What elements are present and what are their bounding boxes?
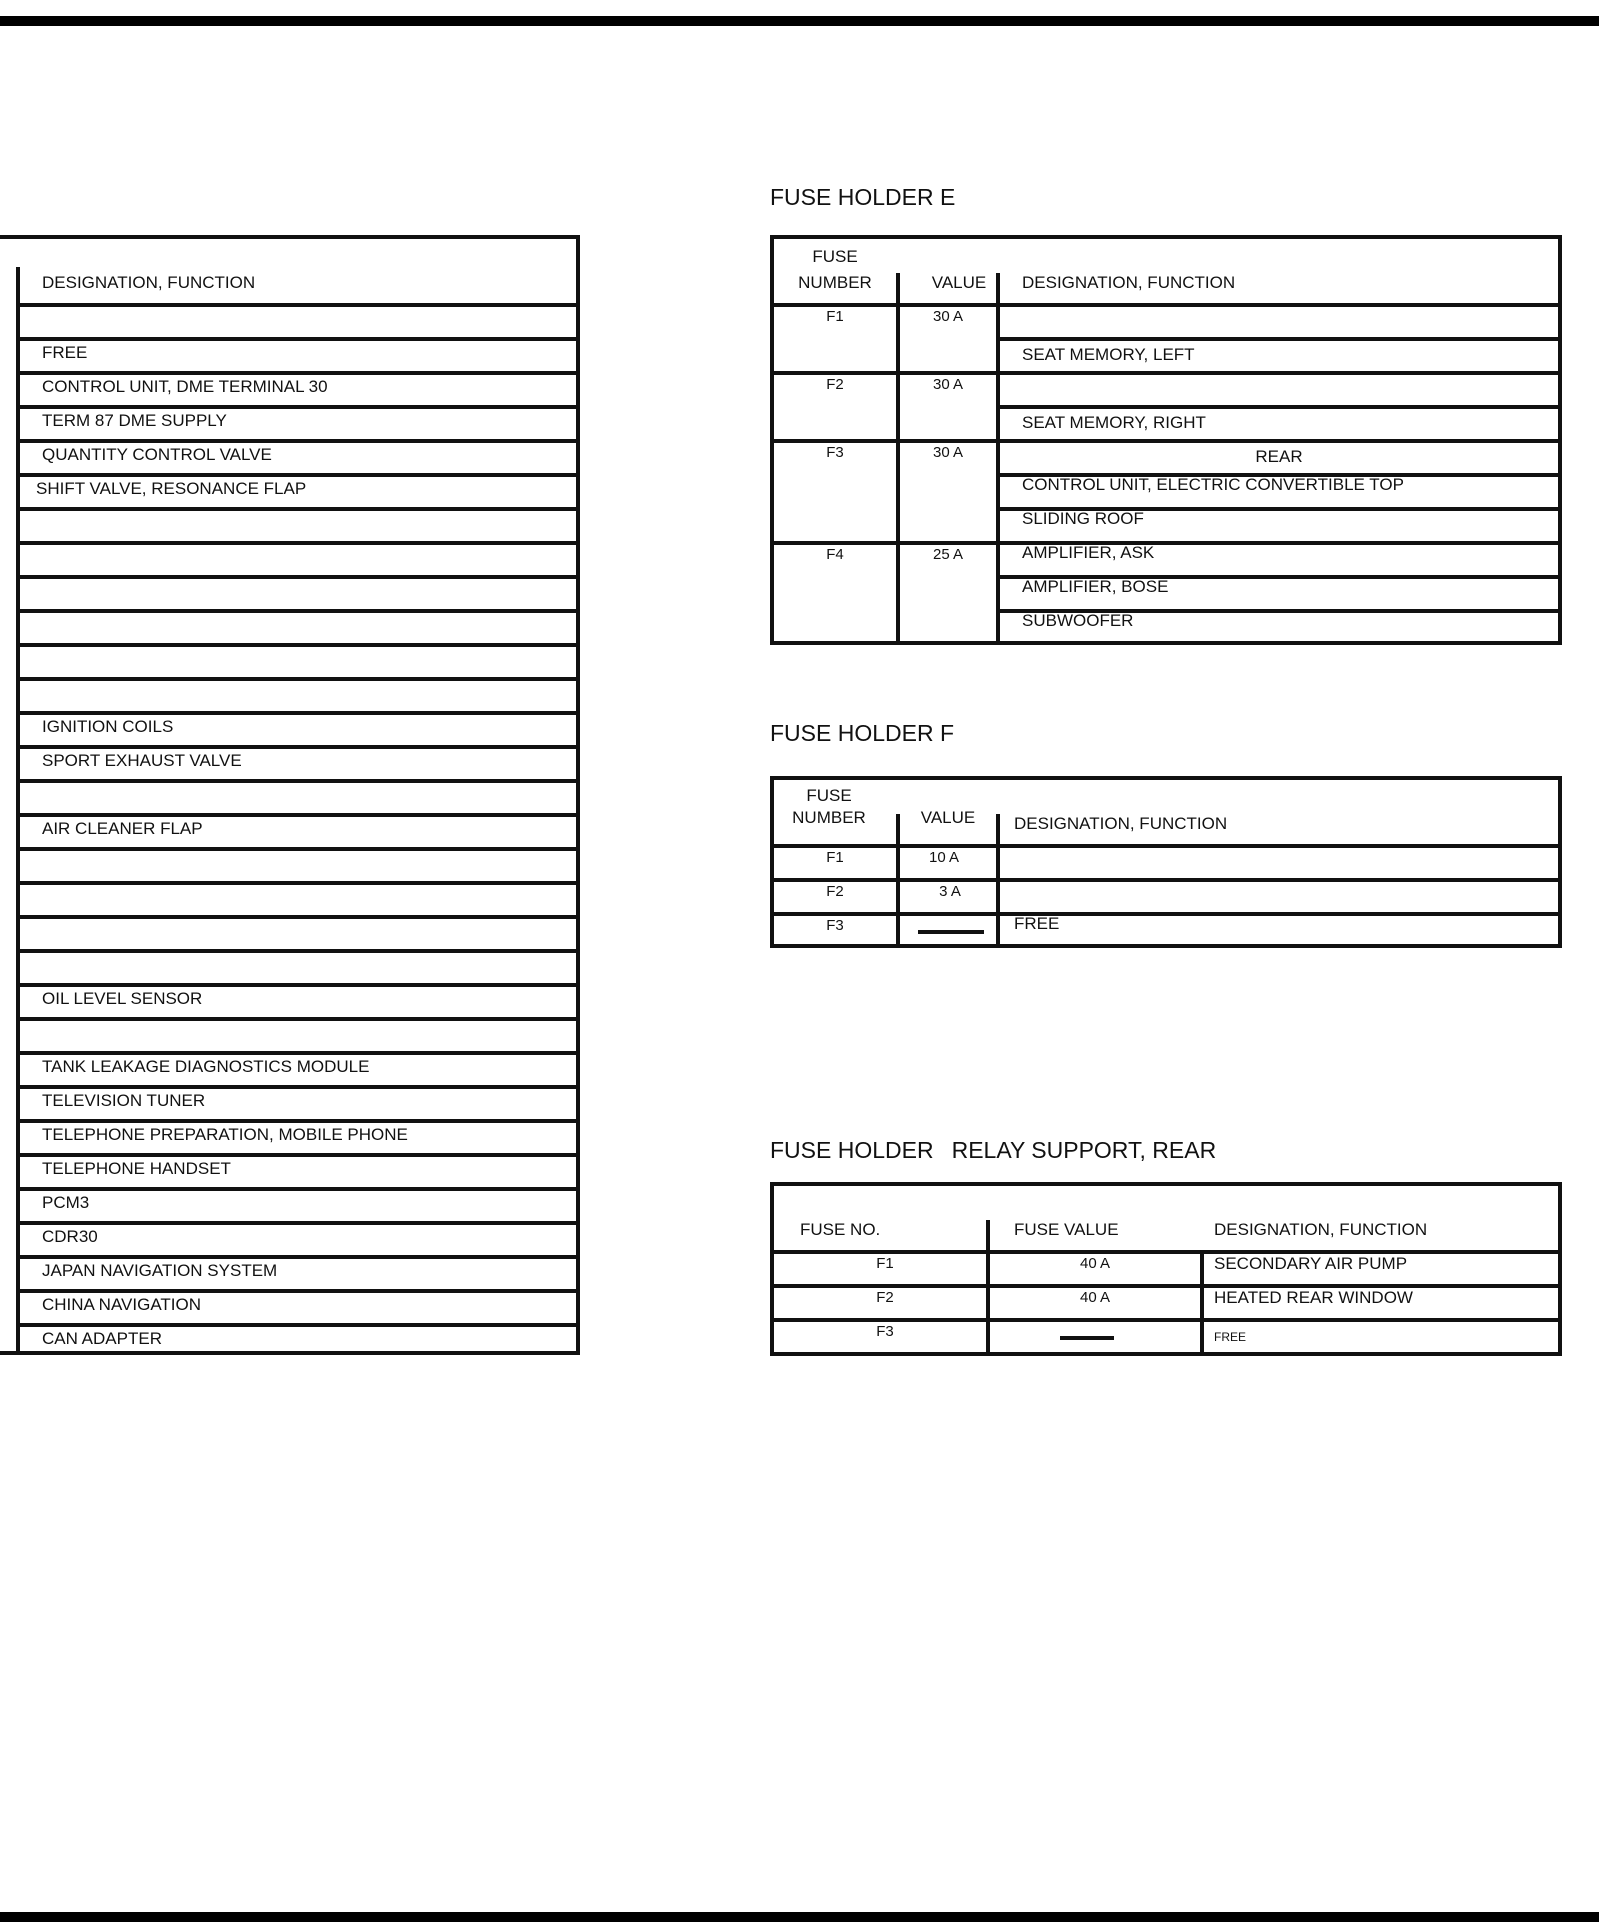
- f-f1-number: F1: [826, 849, 844, 866]
- relay-f3-number: F3: [876, 1323, 894, 1340]
- left-table-row-rule: [16, 779, 576, 783]
- f-f3-function: FREE: [1014, 914, 1060, 933]
- left-table-row-label: TELEPHONE HANDSET: [42, 1159, 231, 1178]
- relay-header-designation: DESIGNATION, FUNCTION: [1214, 1220, 1428, 1239]
- e-header-number: NUMBER: [798, 273, 872, 292]
- relay-f2-function: HEATED REAR WINDOW: [1214, 1288, 1413, 1307]
- relay-f1-number: F1: [876, 1255, 894, 1272]
- left-table-row-rule: [16, 439, 576, 443]
- left-table-row-rule: [16, 1119, 576, 1123]
- e-f4-function-ask: AMPLIFIER, ASK: [1022, 543, 1155, 562]
- e-f2-value: 30 A: [932, 376, 964, 393]
- left-table-row-label: SPORT EXHAUST VALVE: [42, 751, 242, 770]
- left-table-row-label: TELEVISION TUNER: [42, 1091, 206, 1110]
- e-f2-number: F2: [826, 376, 844, 393]
- left-table-row-label: IGNITION COILS: [42, 717, 174, 736]
- e-header-designation: DESIGNATION, FUNCTION: [1022, 273, 1236, 292]
- e-row-rule: [996, 405, 1558, 409]
- relay-header-value: FUSE VALUE: [1014, 1220, 1119, 1239]
- left-table-row-rule: [16, 1255, 576, 1259]
- left-table-row-label: TERM 87 DME SUPPLY: [42, 411, 227, 430]
- f-f1-value: 10 A: [928, 849, 960, 866]
- e-f3-function-sliding-roof: SLIDING ROOF: [1022, 509, 1144, 528]
- left-table-row-rule: [16, 1187, 576, 1191]
- left-table-row-label: SHIFT VALVE, RESONANCE FLAP: [36, 479, 307, 498]
- left-table-row-rule: [16, 745, 576, 749]
- f-f2-value: 3 A: [939, 883, 961, 900]
- left-table-row-label: OIL LEVEL SENSOR: [42, 989, 203, 1008]
- left-table-row-rule: [16, 405, 576, 409]
- fuse-holder-f-title: FUSE HOLDER F: [770, 720, 955, 746]
- left-table-row-rule: [16, 1323, 576, 1327]
- left-table-row-rule: [16, 1221, 576, 1225]
- e-f4-function-subwoofer: SUBWOOFER: [1022, 611, 1134, 630]
- f-f3-number: F3: [826, 917, 844, 934]
- left-table-row-rule: [16, 541, 576, 545]
- left-table-row-rule: [16, 507, 576, 511]
- left-table-row-rule: [16, 1153, 576, 1157]
- left-table-row-rule: [16, 1017, 576, 1021]
- left-table-row-rule: [16, 813, 576, 817]
- left-table-row-rule: [16, 983, 576, 987]
- e-f3-value: 30 A: [932, 444, 964, 461]
- bottom-border: [0, 1912, 1599, 1922]
- left-table-row-label: CHINA NAVIGATION: [42, 1295, 202, 1314]
- left-table-row-label: CAN ADAPTER: [42, 1329, 162, 1348]
- left-table-row-label: AIR CLEANER FLAP: [42, 819, 203, 838]
- left-table-row-rule: [16, 881, 576, 885]
- e-f4-number: F4: [826, 546, 844, 563]
- fuse-holder-relay-table: [770, 1182, 1562, 1356]
- e-f3-number: F3: [826, 444, 844, 461]
- relay-f1-function: SECONDARY AIR PUMP: [1214, 1254, 1408, 1273]
- e-header-value: VALUE: [931, 273, 987, 292]
- left-table-row-label: CDR30: [42, 1227, 98, 1246]
- e-f4-function-bose: AMPLIFIER, BOSE: [1022, 577, 1169, 596]
- left-table-header: DESIGNATION, FUNCTION: [42, 273, 256, 292]
- relay-title-part-b: RELAY SUPPORT, REAR: [951, 1137, 1217, 1163]
- left-table-row-label: CONTROL UNIT, DME TERMINAL 30: [42, 377, 328, 396]
- relay-f1-value: 40 A: [1079, 1255, 1111, 1272]
- e-f3-function-rear: REAR: [1255, 447, 1303, 466]
- left-table-row-rule: [16, 915, 576, 919]
- relay-header-fuse: FUSE NO.: [800, 1220, 881, 1239]
- left-table-row-rule: [16, 473, 576, 477]
- left-table-row-rule: [16, 303, 576, 307]
- left-table-row-label: QUANTITY CONTROL VALVE: [42, 445, 272, 464]
- f-header-designation: DESIGNATION, FUNCTION: [1014, 814, 1228, 833]
- left-table-row-rule: [16, 711, 576, 715]
- f-header-fuse: FUSE: [806, 786, 852, 805]
- left-table-row-rule: [16, 949, 576, 953]
- f-header-value: VALUE: [920, 808, 976, 827]
- left-table-row-rule: [16, 371, 576, 375]
- relay-f2-number: F2: [876, 1289, 894, 1306]
- left-table-row-rule: [16, 1051, 576, 1055]
- relay-f3-function: FREE: [1214, 1330, 1247, 1344]
- left-fuse-table: [0, 235, 580, 1355]
- e-header-fuse: FUSE: [812, 247, 858, 266]
- fuse-holder-e-table: [770, 235, 1562, 645]
- left-table-row-label: TELEPHONE PREPARATION, MOBILE PHONE: [42, 1125, 408, 1144]
- left-table-row-rule: [16, 1085, 576, 1089]
- relay-f3-value-dash: [1060, 1336, 1114, 1340]
- relay-title-part-a: FUSE HOLDER: [770, 1137, 934, 1163]
- left-table-row-rule: [16, 643, 576, 647]
- e-row-rule: [996, 337, 1558, 341]
- f-f3-value-dash: [918, 930, 984, 934]
- relay-f2-value: 40 A: [1079, 1289, 1111, 1306]
- left-table-row-rule: [16, 847, 576, 851]
- fuse-holder-relay-title: [770, 1137, 1216, 1164]
- left-table-row-rule: [16, 337, 576, 341]
- left-table-row-rule: [16, 677, 576, 681]
- relay-col-divider-2: [1200, 1250, 1204, 1352]
- e-f1-number: F1: [826, 308, 844, 325]
- e-f1-function: SEAT MEMORY, LEFT: [1022, 345, 1195, 364]
- e-f4-value: 25 A: [932, 546, 964, 563]
- fuse-holder-f-table: [770, 776, 1562, 948]
- e-f1-value: 30 A: [932, 308, 964, 325]
- left-table-row-label: FREE: [42, 343, 88, 362]
- f-f2-number: F2: [826, 883, 844, 900]
- fuse-holder-e-title: FUSE HOLDER E: [770, 184, 956, 210]
- e-f3-function-convertible: CONTROL UNIT, ELECTRIC CONVERTIBLE TOP: [1022, 475, 1404, 494]
- left-table-row-label: JAPAN NAVIGATION SYSTEM: [42, 1261, 278, 1280]
- left-table-row-rule: [16, 1289, 576, 1293]
- top-border: [0, 16, 1599, 26]
- f-header-number: NUMBER: [792, 808, 866, 827]
- left-table-row-rule: [16, 575, 576, 579]
- left-table-row-label: PCM3: [42, 1193, 90, 1212]
- left-table-row-label: TANK LEAKAGE DIAGNOSTICS MODULE: [42, 1057, 370, 1076]
- left-table-row-rule: [16, 609, 576, 613]
- e-f2-function: SEAT MEMORY, RIGHT: [1022, 413, 1206, 432]
